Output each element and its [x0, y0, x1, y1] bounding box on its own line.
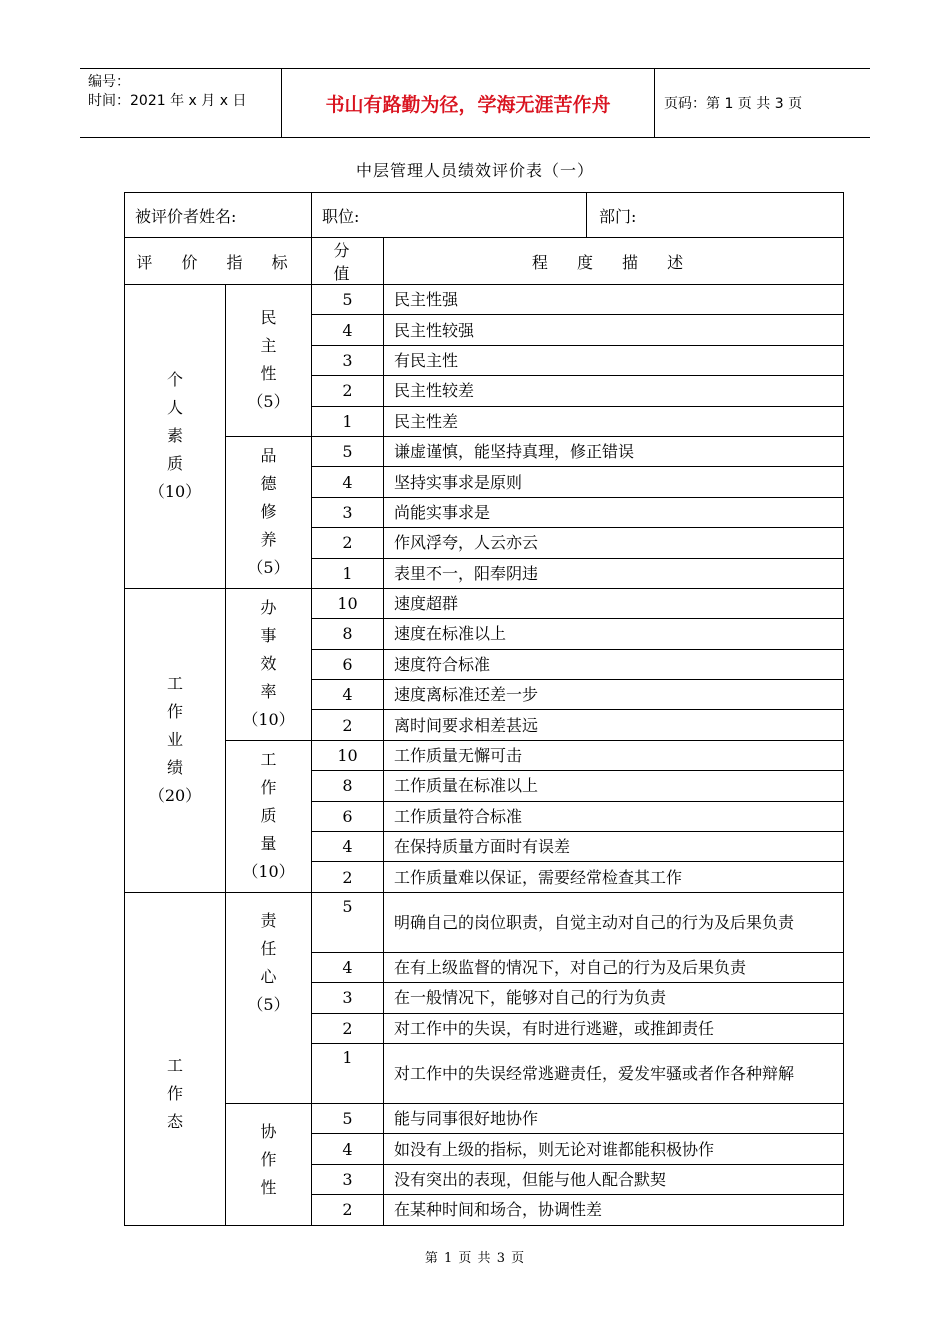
score-cell: 8	[312, 771, 384, 801]
score-cell: 2	[312, 862, 384, 892]
score-cell: 3	[312, 1164, 384, 1194]
score-cell: 2	[312, 1013, 384, 1043]
score-cell: 4	[312, 467, 384, 497]
score-cell: 3	[312, 345, 384, 375]
description-cell: 在某种时间和场合，协调性差	[384, 1195, 844, 1225]
description-cell: 速度符合标准	[384, 649, 844, 679]
column-header-row	[125, 238, 844, 285]
score-cell: 4	[312, 315, 384, 345]
description-cell: 工作质量符合标准	[384, 801, 844, 831]
score-cell: 4	[312, 952, 384, 982]
description-cell: 谦虚谨慎，能坚持真理，修正错误	[384, 436, 844, 466]
score-cell: 6	[312, 801, 384, 831]
score-cell: 1	[312, 1043, 384, 1103]
score-cell: 2	[312, 376, 384, 406]
subcategory-morality: 品 德 修 养 （5）	[226, 436, 312, 588]
category-performance: 工 作 业 绩 （20）	[125, 588, 226, 892]
subcategory-efficiency: 办 事 效 率 （10）	[226, 588, 312, 740]
table-row	[125, 740, 844, 770]
score-cell: 5	[312, 1103, 384, 1133]
info-row	[125, 193, 844, 238]
description-cell: 速度离标准还差一步	[384, 680, 844, 710]
description-cell: 速度在标准以上	[384, 619, 844, 649]
subcategory-responsibility: 责 任 心 （5）	[226, 892, 312, 1103]
description-cell: 没有突出的表现，但能与他人配合默契	[384, 1164, 844, 1194]
description-cell: 坚持实事求是原则	[384, 467, 844, 497]
department-field[interactable]: 部门:	[599, 206, 637, 226]
category-attitude: 工 作 态	[125, 892, 226, 1225]
evaluation-table	[124, 192, 844, 1226]
description-cell: 明确自己的岗位职责，自觉主动对自己的行为及后果负责	[384, 892, 844, 952]
score-cell: 10	[312, 740, 384, 770]
description-cell: 工作质量难以保证，需要经常检查其工作	[384, 862, 844, 892]
category-personal: 个 人 素 质 （10）	[125, 285, 226, 589]
page-label: 页码：第 1 页 共 3 页	[664, 96, 803, 112]
table-row	[125, 285, 844, 315]
description-cell: 工作质量在标准以上	[384, 771, 844, 801]
score-cell: 4	[312, 680, 384, 710]
name-field[interactable]: 被评价者姓名:	[125, 193, 312, 238]
description-cell: 如没有上级的指标，则无论对谁都能积极协作	[384, 1134, 844, 1164]
score-cell: 5	[312, 285, 384, 315]
score-cell: 2	[312, 710, 384, 740]
table-row	[125, 1103, 844, 1133]
indicator-header: 评 价 指 标	[125, 238, 312, 285]
description-cell: 在有上级监督的情况下，对自己的行为及后果负责	[384, 952, 844, 982]
description-cell: 速度超群	[384, 588, 844, 618]
table-row	[125, 436, 844, 466]
table-row	[125, 892, 844, 952]
position-field[interactable]: 职位:	[312, 193, 587, 237]
score-cell: 5	[312, 892, 384, 952]
subcategory-quality: 工 作 质 量 （10）	[226, 740, 312, 892]
description-header: 程 度 描 述	[384, 238, 844, 285]
subcategory-democracy: 民 主 性 （5）	[226, 285, 312, 437]
description-cell: 民主性强	[384, 285, 844, 315]
score-cell: 1	[312, 406, 384, 436]
score-cell: 6	[312, 649, 384, 679]
code-label: 编号：	[88, 74, 130, 90]
score-cell: 4	[312, 832, 384, 862]
description-cell: 在一般情况下，能够对自己的行为负责	[384, 983, 844, 1013]
time-label: 时间：2021 年 x 月 x 日	[88, 93, 247, 109]
score-cell: 3	[312, 983, 384, 1013]
score-cell: 1	[312, 558, 384, 588]
page-footer: 第 1 页 共 3 页	[424, 1251, 526, 1266]
description-cell: 对工作中的失误经常逃避责任，爱发牢骚或者作各种辩解	[384, 1043, 844, 1103]
header-meta	[80, 69, 281, 137]
description-cell: 工作质量无懈可击	[384, 740, 844, 770]
table-row	[125, 588, 844, 618]
score-cell: 3	[312, 497, 384, 527]
description-cell: 作风浮夸，人云亦云	[384, 528, 844, 558]
document-header	[80, 68, 870, 138]
score-cell: 2	[312, 1195, 384, 1225]
description-cell: 民主性较差	[384, 376, 844, 406]
subcategory-cooperation: 协 作 性	[226, 1103, 312, 1225]
score-cell: 4	[312, 1134, 384, 1164]
description-cell: 离时间要求相差甚远	[384, 710, 844, 740]
score-cell: 8	[312, 619, 384, 649]
description-cell: 民主性较强	[384, 315, 844, 345]
form-title: 中层管理人员绩效评价表（一）	[355, 161, 594, 180]
description-cell: 表里不一，阳奉阴违	[384, 558, 844, 588]
description-cell: 对工作中的失误，有时进行逃避，或推卸责任	[384, 1013, 844, 1043]
motto: 书山有路勤为径，学海无涯苦作舟	[281, 69, 655, 137]
score-cell: 2	[312, 528, 384, 558]
description-cell: 在保持质量方面时有误差	[384, 832, 844, 862]
description-cell: 能与同事很好地协作	[384, 1103, 844, 1133]
score-cell: 10	[312, 588, 384, 618]
description-cell: 尚能实事求是	[384, 497, 844, 527]
score-cell: 5	[312, 436, 384, 466]
score-header: 分 值	[312, 238, 384, 285]
description-cell: 有民主性	[384, 345, 844, 375]
description-cell: 民主性差	[384, 406, 844, 436]
